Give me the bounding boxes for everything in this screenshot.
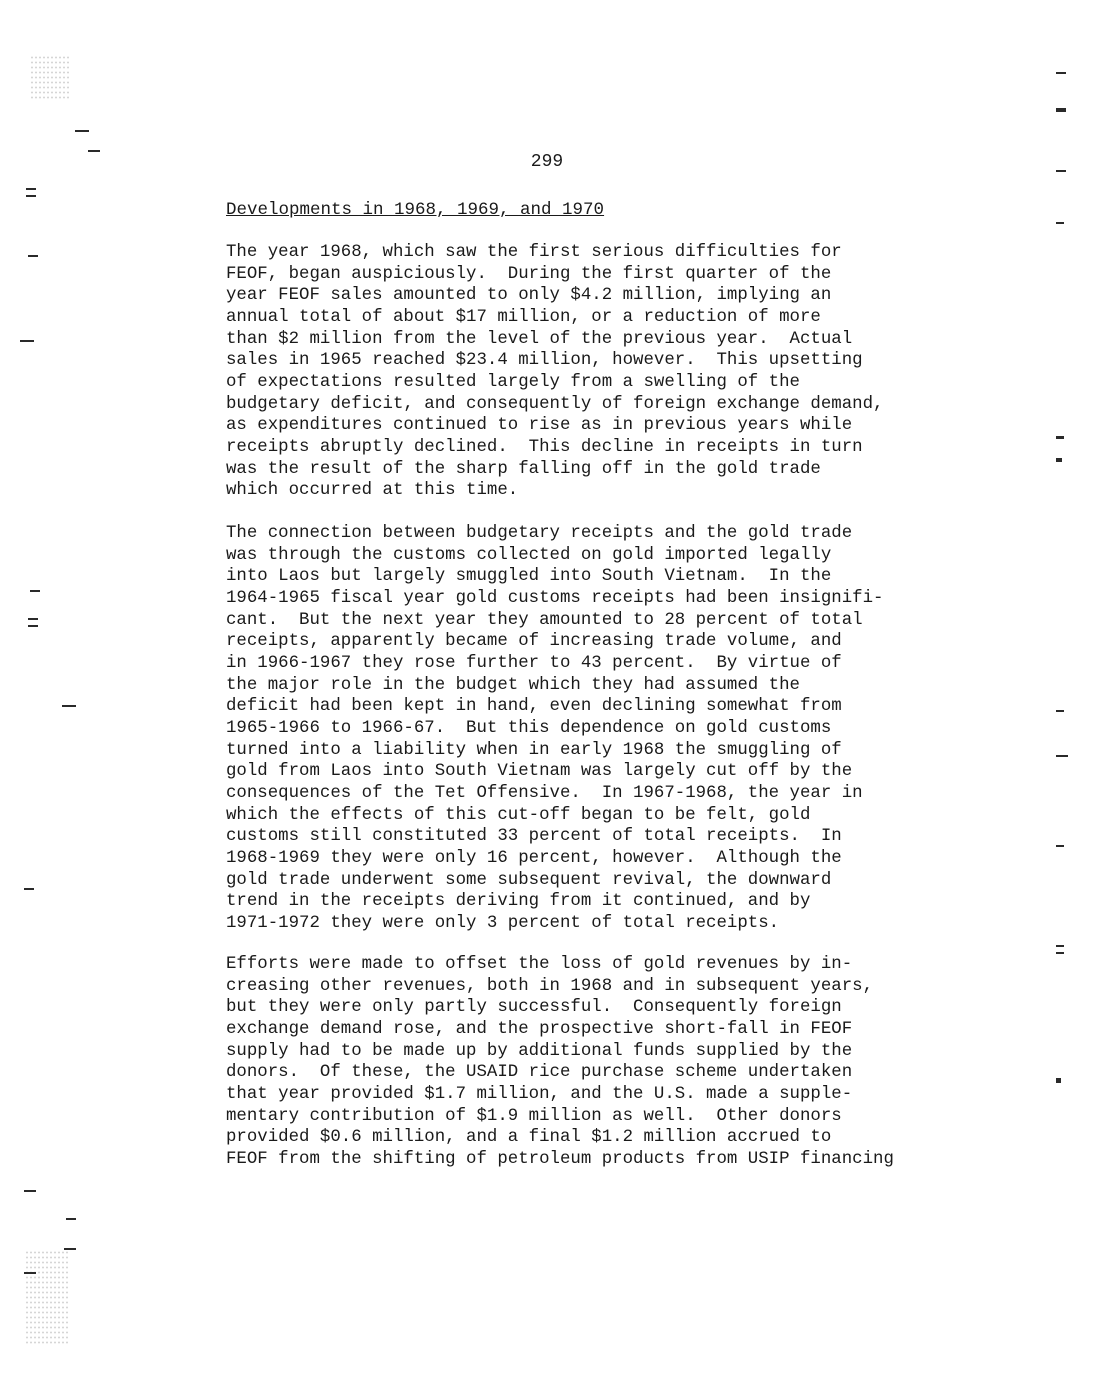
text-line: exchange demand rose, and the prospective short-fall in FEOF [226, 1019, 853, 1039]
text-line: which occurred at this time. [226, 481, 519, 501]
text-line: annual total of about $17 million, or a reduction of more [226, 307, 821, 327]
margin-mark [1056, 1078, 1061, 1083]
margin-mark [1056, 845, 1064, 847]
section-heading: Developments in 1968, 1969, and 1970 [226, 200, 605, 220]
text-line: was the result of the sharp falling off in the gold trade [226, 459, 821, 479]
text-line: was through the customs collected on gold imported legally [226, 545, 832, 565]
margin-mark [20, 340, 34, 342]
margin-mark [1056, 108, 1066, 112]
margin-mark [1056, 72, 1066, 74]
text-line: donors. Of these, the USAID rice purchase scheme undertaken [226, 1063, 853, 1083]
margin-mark [26, 188, 36, 190]
margin-mark [28, 618, 38, 620]
margin-mark [30, 590, 40, 592]
text-line: FEOF, began auspiciously. During the first quarter of the [226, 264, 832, 284]
text-line: consequences of the Tet Offensive. In 1967-1968, the year in [226, 783, 863, 803]
paragraph [226, 523, 883, 934]
text-line: The year 1968, which saw the first serious difficulties for [226, 243, 842, 262]
text-line: FEOF from the shifting of petroleum products from USIP financing [226, 1149, 894, 1169]
text-line: Efforts were made to offset the loss of gold revenues by in- [226, 955, 853, 974]
margin-mark [75, 130, 89, 132]
margin-mark [1056, 945, 1064, 947]
text-line: budgetary deficit, and consequently of foreign exchange demand, [226, 394, 884, 414]
text-line: but they were only partly successful. Consequently foreign [226, 998, 842, 1018]
text-line: 1968-1969 they were only 16 percent, however. Although the [226, 848, 842, 868]
text-line: 1964-1965 fiscal year gold customs receipts had been insignifi- [226, 588, 884, 608]
text-line: customs still constituted 33 percent of total receipts. In [226, 827, 842, 847]
text-line: turned into a liability when in early 1968 the smuggling of [226, 740, 842, 760]
text-line: The connection between budgetary receipts and the gold trade [226, 524, 853, 543]
text-line: gold from Laos into South Vietnam was largely cut off by the [226, 762, 853, 782]
margin-mark [28, 255, 38, 257]
margin-mark [1056, 458, 1062, 462]
margin-mark [28, 625, 38, 627]
text-line: provided $0.6 million, and a final $1.2 million accrued to [226, 1128, 832, 1148]
text-line: that year provided $1.7 million, and the U.S. made a supple- [226, 1084, 853, 1104]
text-line: receipts abruptly declined. This decline in receipts in turn [226, 437, 863, 457]
text-line: year FEOF sales amounted to only $4.2 million, implying an [226, 286, 832, 306]
text-line: trend in the receipts deriving from it continued, and by [226, 892, 811, 912]
text-line: 1965-1966 to 1966-67. But this dependence on gold customs [226, 718, 832, 738]
text-line: creasing other revenues, both in 1968 and in subsequent years, [226, 976, 874, 996]
margin-mark [24, 888, 34, 890]
text-line: supply had to be made up by additional funds supplied by the [226, 1041, 853, 1061]
scan-noise-top-left [30, 55, 70, 100]
text-line: receipts, apparently became of increasing trade volume, and [226, 632, 842, 652]
margin-mark [1056, 755, 1068, 757]
margin-mark [1056, 710, 1064, 712]
text-line: deficit had been kept in hand, even declining somewhat from [226, 697, 842, 717]
margin-mark [1056, 952, 1064, 954]
margin-mark [24, 1190, 36, 1192]
text-line: which the effects of this cut-off began to be felt, gold [226, 805, 811, 825]
text-line: in 1966-1967 they rose further to 43 percent. By virtue of [226, 653, 842, 673]
margin-mark [66, 1218, 76, 1220]
scan-noise-bottom-left [25, 1250, 70, 1345]
text-line: cant. But the next year they amounted to 28 percent of total [226, 610, 863, 630]
text-line: as expenditures continued to rise as in previous years while [226, 416, 853, 436]
page-number: 299 [530, 152, 564, 172]
text-line: than $2 million from the level of the previous year. Actual [226, 329, 853, 349]
margin-mark [1056, 222, 1064, 224]
text-line: gold trade underwent some subsequent revival, the downward [226, 870, 832, 890]
text-line: mentary contribution of $1.9 million as well. Other donors [226, 1106, 842, 1126]
text-line: 1971-1972 they were only 3 percent of total receipts. [226, 913, 780, 933]
paragraph [226, 954, 894, 1171]
margin-mark [64, 1248, 76, 1250]
text-line: of expectations resulted largely from a swelling of the [226, 372, 800, 392]
margin-mark [1056, 436, 1064, 439]
text-line: the major role in the budget which they had assumed the [226, 675, 800, 695]
paragraph [226, 242, 883, 502]
margin-mark [26, 195, 36, 197]
text-line: sales in 1965 reached $23.4 million, however. This upsetting [226, 351, 863, 371]
text-line: into Laos but largely smuggled into South Vietnam. In the [226, 567, 832, 587]
margin-mark [24, 1272, 36, 1274]
margin-mark [62, 705, 76, 707]
